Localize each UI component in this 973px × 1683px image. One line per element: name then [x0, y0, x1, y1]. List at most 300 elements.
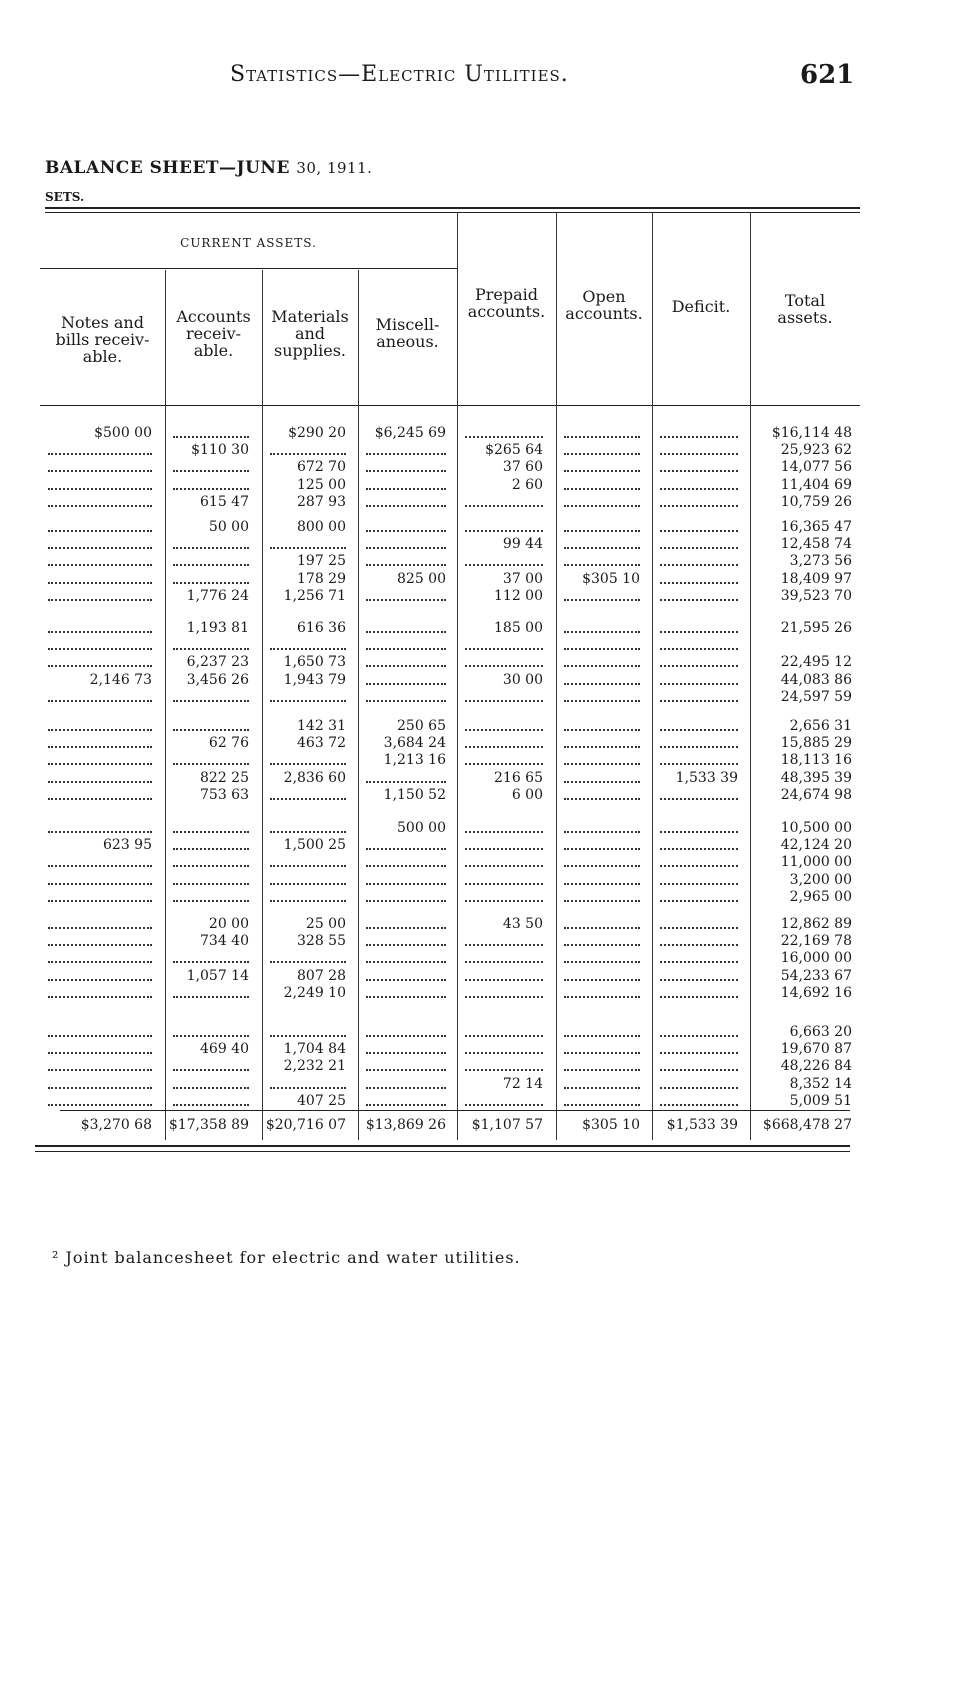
- dot-leader: [366, 564, 446, 566]
- dot-leader: [173, 729, 249, 731]
- column-divider: [652, 212, 653, 1140]
- table-cell: 1,704 84: [283, 1041, 346, 1058]
- table-cell: 25 00: [305, 916, 346, 932]
- dot-leader: [366, 648, 446, 650]
- dot-leader: [660, 979, 738, 981]
- dot-leader: [564, 648, 640, 650]
- table-cell: 112 00: [494, 587, 543, 604]
- group-header: CURRENT ASSETS.: [180, 236, 317, 250]
- table-cell: 178 29: [297, 570, 346, 587]
- dot-leader: [366, 865, 446, 867]
- dot-leader: [173, 564, 249, 566]
- table-cell: 197 25: [297, 553, 346, 570]
- dot-leader: [173, 848, 249, 850]
- table-cell: 463 72: [297, 735, 346, 752]
- dot-leader: [564, 927, 640, 929]
- dot-leader: [660, 927, 738, 929]
- dot-leader: [564, 470, 640, 472]
- column-header: Miscell- aneous.: [375, 315, 440, 351]
- dot-leader: [465, 831, 543, 833]
- table-cell: 99 44: [502, 536, 543, 553]
- table-cell: 14,692 16: [780, 984, 852, 1001]
- dot-leader: [48, 961, 152, 963]
- table-cell: 11,404 69: [780, 476, 852, 493]
- dot-leader: [48, 979, 152, 981]
- dot-leader: [48, 883, 152, 885]
- dot-leader: [465, 530, 543, 532]
- dot-leader: [465, 665, 543, 667]
- dot-leader: [48, 488, 152, 490]
- table-cell: 30 00: [502, 671, 543, 688]
- dot-leader: [564, 488, 640, 490]
- dot-leader: [173, 1035, 249, 1037]
- dot-leader: [366, 927, 446, 929]
- dot-leader: [465, 944, 543, 946]
- dot-leader: [564, 700, 640, 702]
- dot-leader: [660, 961, 738, 963]
- dot-leader: [465, 848, 543, 850]
- table-cell: 10,759 26: [780, 493, 852, 510]
- table-cell: 6 00: [511, 786, 543, 803]
- dot-leader: [48, 865, 152, 867]
- total-cell: $3,270 68: [80, 1117, 152, 1133]
- table-cell: 216 65: [494, 769, 543, 786]
- table-cell: 5,009 51: [789, 1092, 852, 1109]
- table-cell: 22,169 78: [780, 933, 852, 950]
- table-cell: 3,456 26: [186, 671, 249, 688]
- dot-leader: [173, 883, 249, 885]
- dot-leader: [660, 648, 738, 650]
- table-cell: 18,113 16: [780, 752, 852, 769]
- dot-leader: [270, 961, 346, 963]
- table-cell: $16,114 48: [771, 425, 852, 441]
- sheet-title-text: BALANCE SHEET—JUNE: [45, 158, 290, 178]
- dot-leader: [660, 900, 738, 902]
- total-cell: $17,358 89: [168, 1117, 249, 1133]
- table-cell: 407 25: [297, 1092, 346, 1109]
- table-cell: 807 28: [297, 967, 346, 984]
- table-cell: 3,273 56: [789, 553, 852, 570]
- dot-leader: [564, 729, 640, 731]
- table-cell: 48,395 39: [780, 769, 852, 786]
- sheet-title: [45, 158, 372, 178]
- table-cell: 1,500 25: [283, 837, 346, 854]
- dot-leader: [48, 927, 152, 929]
- dot-leader: [270, 883, 346, 885]
- dot-leader: [48, 781, 152, 783]
- dot-leader: [366, 453, 446, 455]
- table-cell: 1,213 16: [383, 752, 446, 769]
- dot-leader: [465, 746, 543, 748]
- dot-leader: [660, 436, 738, 438]
- dot-leader: [465, 436, 543, 438]
- bottom-rule: [35, 1145, 850, 1147]
- table-cell: 328 55: [297, 933, 346, 950]
- dot-leader: [270, 798, 346, 800]
- dot-leader: [660, 848, 738, 850]
- dot-leader: [465, 1035, 543, 1037]
- table-cell: 1,256 71: [283, 587, 346, 604]
- dot-leader: [465, 883, 543, 885]
- table-cell: 72 14: [502, 1075, 543, 1092]
- dot-leader: [173, 1087, 249, 1089]
- dot-leader: [173, 488, 249, 490]
- running-head: Statistics—Electric Utilities.: [230, 62, 569, 87]
- table-cell: 825 00: [397, 570, 446, 587]
- table-cell: 800 00: [297, 519, 346, 535]
- dot-leader: [564, 547, 640, 549]
- sheet-title-date: 30, 1911.: [296, 159, 373, 177]
- column-divider: [262, 270, 263, 1140]
- table-cell: 469 40: [200, 1041, 249, 1058]
- dot-leader: [660, 763, 738, 765]
- dot-leader: [465, 505, 543, 507]
- dot-leader: [173, 961, 249, 963]
- dot-leader: [564, 1035, 640, 1037]
- dot-leader: [366, 979, 446, 981]
- dot-leader: [366, 883, 446, 885]
- dot-leader: [366, 944, 446, 946]
- group-header-rule: [40, 268, 457, 269]
- table-cell: 8,352 14: [789, 1075, 852, 1092]
- dot-leader: [660, 530, 738, 532]
- dot-leader: [270, 763, 346, 765]
- table-cell: 15,885 29: [780, 735, 852, 752]
- dot-leader: [564, 1052, 640, 1054]
- table-cell: 2,656 31: [789, 718, 852, 734]
- column-header: Prepaid accounts.: [467, 285, 546, 321]
- column-divider: [358, 270, 359, 1140]
- table-cell: 22,495 12: [780, 654, 852, 671]
- dot-leader: [366, 1069, 446, 1071]
- dot-leader: [270, 453, 346, 455]
- dot-leader: [564, 436, 640, 438]
- dot-leader: [173, 547, 249, 549]
- dot-leader: [366, 530, 446, 532]
- dot-leader: [366, 1104, 446, 1106]
- dot-leader: [564, 505, 640, 507]
- dot-leader: [173, 763, 249, 765]
- dot-leader: [564, 453, 640, 455]
- table-cell: 54,233 67: [780, 967, 852, 984]
- dot-leader: [270, 648, 346, 650]
- dot-leader: [366, 488, 446, 490]
- table-cell: 142 31: [297, 718, 346, 734]
- dot-leader: [48, 763, 152, 765]
- dot-leader: [366, 996, 446, 998]
- table-cell: 18,409 97: [780, 570, 852, 587]
- dot-leader: [173, 470, 249, 472]
- dot-leader: [366, 848, 446, 850]
- table-cell: 2,146 73: [89, 671, 152, 688]
- table-cell: 21,595 26: [780, 620, 852, 636]
- header-rule: [40, 405, 860, 406]
- dot-leader: [48, 944, 152, 946]
- total-cell: $668,478 27: [762, 1117, 852, 1133]
- table-cell: 1,057 14: [186, 967, 249, 984]
- dot-leader: [564, 1087, 640, 1089]
- dot-leader: [48, 700, 152, 702]
- table-cell: 62 76: [208, 735, 249, 752]
- dot-leader: [48, 530, 152, 532]
- dot-leader: [270, 700, 346, 702]
- dot-leader: [48, 470, 152, 472]
- dot-leader: [48, 1087, 152, 1089]
- dot-leader: [270, 1035, 346, 1037]
- dot-leader: [564, 665, 640, 667]
- column-header: Materials and supplies.: [271, 307, 349, 360]
- dot-leader: [48, 831, 152, 833]
- dot-leader: [465, 564, 543, 566]
- dot-leader: [660, 599, 738, 601]
- total-cell: $20,716 07: [265, 1117, 346, 1133]
- table-cell: 1,150 52: [383, 786, 446, 803]
- dot-leader: [48, 1052, 152, 1054]
- dot-leader: [564, 883, 640, 885]
- dot-leader: [564, 631, 640, 633]
- table-cell: 6,663 20: [789, 1024, 852, 1040]
- column-header: Notes and bills receiv- able.: [55, 313, 150, 366]
- column-divider: [556, 212, 557, 1140]
- dot-leader: [660, 505, 738, 507]
- table-cell: 11,000 00: [780, 854, 852, 871]
- table-cell: 2 60: [511, 476, 543, 493]
- table-cell: 3,684 24: [383, 735, 446, 752]
- dot-leader: [564, 848, 640, 850]
- dot-leader: [660, 883, 738, 885]
- top-rule-thin: [45, 212, 860, 213]
- dot-leader: [465, 700, 543, 702]
- table-cell: 50 00: [208, 519, 249, 535]
- dot-leader: [48, 996, 152, 998]
- dot-leader: [660, 1052, 738, 1054]
- dot-leader: [660, 996, 738, 998]
- dot-leader: [564, 865, 640, 867]
- table-cell: 16,000 00: [780, 950, 852, 967]
- dot-leader: [366, 665, 446, 667]
- dot-leader: [660, 631, 738, 633]
- table-cell: 20 00: [208, 916, 249, 932]
- column-header: Open accounts.: [565, 287, 643, 323]
- table-cell: 12,862 89: [780, 916, 852, 932]
- dot-leader: [564, 599, 640, 601]
- table-cell: 12,458 74: [780, 536, 852, 553]
- dot-leader: [564, 944, 640, 946]
- dot-leader: [465, 996, 543, 998]
- dot-leader: [48, 505, 152, 507]
- dot-leader: [564, 781, 640, 783]
- dot-leader: [173, 831, 249, 833]
- table-cell: 19,670 87: [780, 1041, 852, 1058]
- table-cell: 616 36: [297, 620, 346, 636]
- dot-leader: [366, 1052, 446, 1054]
- dot-leader: [48, 453, 152, 455]
- dot-leader: [564, 798, 640, 800]
- dot-leader: [660, 665, 738, 667]
- totals-rule: [60, 1110, 850, 1111]
- dot-leader: [660, 683, 738, 685]
- table-cell: 2,836 60: [283, 769, 346, 786]
- table-cell: 2,249 10: [283, 984, 346, 1001]
- dot-leader: [366, 470, 446, 472]
- dot-leader: [270, 1087, 346, 1089]
- dot-leader: [564, 900, 640, 902]
- table-cell: 10,500 00: [780, 820, 852, 836]
- total-cell: $13,869 26: [365, 1117, 446, 1133]
- table-cell: 753 63: [200, 786, 249, 803]
- top-rule: [45, 207, 860, 209]
- dot-leader: [48, 798, 152, 800]
- dot-leader: [48, 1069, 152, 1071]
- dot-leader: [173, 648, 249, 650]
- table-cell: 500 00: [397, 820, 446, 836]
- dot-leader: [173, 582, 249, 584]
- column-header: Deficit.: [671, 297, 731, 316]
- dot-leader: [366, 900, 446, 902]
- page-number: 621: [800, 60, 855, 90]
- dot-leader: [465, 961, 543, 963]
- dot-leader: [465, 1052, 543, 1054]
- dot-leader: [173, 1104, 249, 1106]
- dot-leader: [660, 1035, 738, 1037]
- table-cell: 6,237 23: [186, 654, 249, 671]
- dot-leader: [173, 436, 249, 438]
- table-cell: 24,674 98: [780, 786, 852, 803]
- table-cell: 1,533 39: [675, 769, 738, 786]
- dot-leader: [48, 665, 152, 667]
- table-cell: $500 00: [94, 425, 152, 441]
- dot-leader: [564, 996, 640, 998]
- table-cell: 1,650 73: [283, 654, 346, 671]
- total-cell: $1,533 39: [666, 1117, 738, 1133]
- dot-leader: [366, 683, 446, 685]
- table-cell: 1,193 81: [186, 620, 249, 636]
- dot-leader: [465, 648, 543, 650]
- dot-leader: [660, 470, 738, 472]
- dot-leader: [660, 488, 738, 490]
- dot-leader: [48, 648, 152, 650]
- dot-leader: [48, 564, 152, 566]
- dot-leader: [660, 564, 738, 566]
- dot-leader: [270, 865, 346, 867]
- table-cell: 16,365 47: [780, 519, 852, 535]
- dot-leader: [48, 547, 152, 549]
- table-cell: $290 20: [288, 425, 346, 441]
- table-cell: 2,232 21: [283, 1058, 346, 1075]
- dot-leader: [465, 979, 543, 981]
- table-cell: 615 47: [200, 493, 249, 510]
- dot-leader: [564, 1104, 640, 1106]
- dot-leader: [660, 453, 738, 455]
- dot-leader: [48, 1104, 152, 1106]
- table-cell: 42,124 20: [780, 837, 852, 854]
- dot-leader: [465, 865, 543, 867]
- dot-leader: [465, 1104, 543, 1106]
- dot-leader: [564, 831, 640, 833]
- table-cell: 1,776 24: [186, 587, 249, 604]
- dot-leader: [660, 1104, 738, 1106]
- total-cell: $305 10: [582, 1117, 640, 1133]
- table-cell: 37 00: [502, 570, 543, 587]
- dot-leader: [48, 1035, 152, 1037]
- dot-leader: [173, 700, 249, 702]
- dot-leader: [660, 547, 738, 549]
- dot-leader: [48, 582, 152, 584]
- dot-leader: [173, 900, 249, 902]
- table-cell: 44,083 86: [780, 671, 852, 688]
- dot-leader: [660, 865, 738, 867]
- dot-leader: [48, 729, 152, 731]
- dot-leader: [564, 564, 640, 566]
- column-header: Accounts receiv- able.: [176, 307, 251, 360]
- dot-leader: [564, 746, 640, 748]
- table-cell: $305 10: [582, 570, 640, 587]
- dot-leader: [660, 1069, 738, 1071]
- table-cell: 3,200 00: [789, 871, 852, 888]
- total-cell: $1,107 57: [471, 1117, 543, 1133]
- table-cell: 48,226 84: [780, 1058, 852, 1075]
- dot-leader: [366, 961, 446, 963]
- table-cell: 25,923 62: [780, 442, 852, 459]
- dot-leader: [660, 798, 738, 800]
- table-cell: 43 50: [502, 916, 543, 932]
- table-cell: 734 40: [200, 933, 249, 950]
- dot-leader: [173, 1069, 249, 1071]
- dot-leader: [564, 763, 640, 765]
- table-cell: 39,523 70: [780, 587, 852, 604]
- dot-leader: [366, 700, 446, 702]
- dot-leader: [564, 530, 640, 532]
- sheet-subtitle: SETS.: [45, 190, 85, 204]
- dot-leader: [366, 1035, 446, 1037]
- table-cell: 24,597 59: [780, 688, 852, 705]
- bottom-rule-thin: [35, 1151, 850, 1152]
- table-cell: 672 70: [297, 459, 346, 476]
- table-cell: 2,965 00: [789, 888, 852, 905]
- table-cell: 37 60: [502, 459, 543, 476]
- dot-leader: [564, 961, 640, 963]
- dot-leader: [660, 700, 738, 702]
- dot-leader: [270, 831, 346, 833]
- dot-leader: [564, 979, 640, 981]
- dot-leader: [660, 1087, 738, 1089]
- dot-leader: [48, 900, 152, 902]
- dot-leader: [48, 746, 152, 748]
- dot-leader: [366, 599, 446, 601]
- table-cell: 250 65: [397, 718, 446, 734]
- dot-leader: [564, 683, 640, 685]
- table-cell: 822 25: [200, 769, 249, 786]
- table-cell: $6,245 69: [374, 425, 446, 441]
- dot-leader: [173, 865, 249, 867]
- dot-leader: [366, 1087, 446, 1089]
- dot-leader: [366, 631, 446, 633]
- dot-leader: [660, 582, 738, 584]
- dot-leader: [270, 900, 346, 902]
- dot-leader: [173, 996, 249, 998]
- dot-leader: [660, 831, 738, 833]
- dot-leader: [270, 547, 346, 549]
- footnote: ² Joint balancesheet for electric and water utilities.: [52, 1248, 521, 1267]
- dot-leader: [48, 599, 152, 601]
- table-cell: 14,077 56: [780, 459, 852, 476]
- table-cell: $265 64: [485, 442, 543, 459]
- dot-leader: [366, 505, 446, 507]
- dot-leader: [465, 1069, 543, 1071]
- dot-leader: [465, 729, 543, 731]
- table-cell: 287 93: [297, 493, 346, 510]
- table-cell: $110 30: [191, 442, 249, 459]
